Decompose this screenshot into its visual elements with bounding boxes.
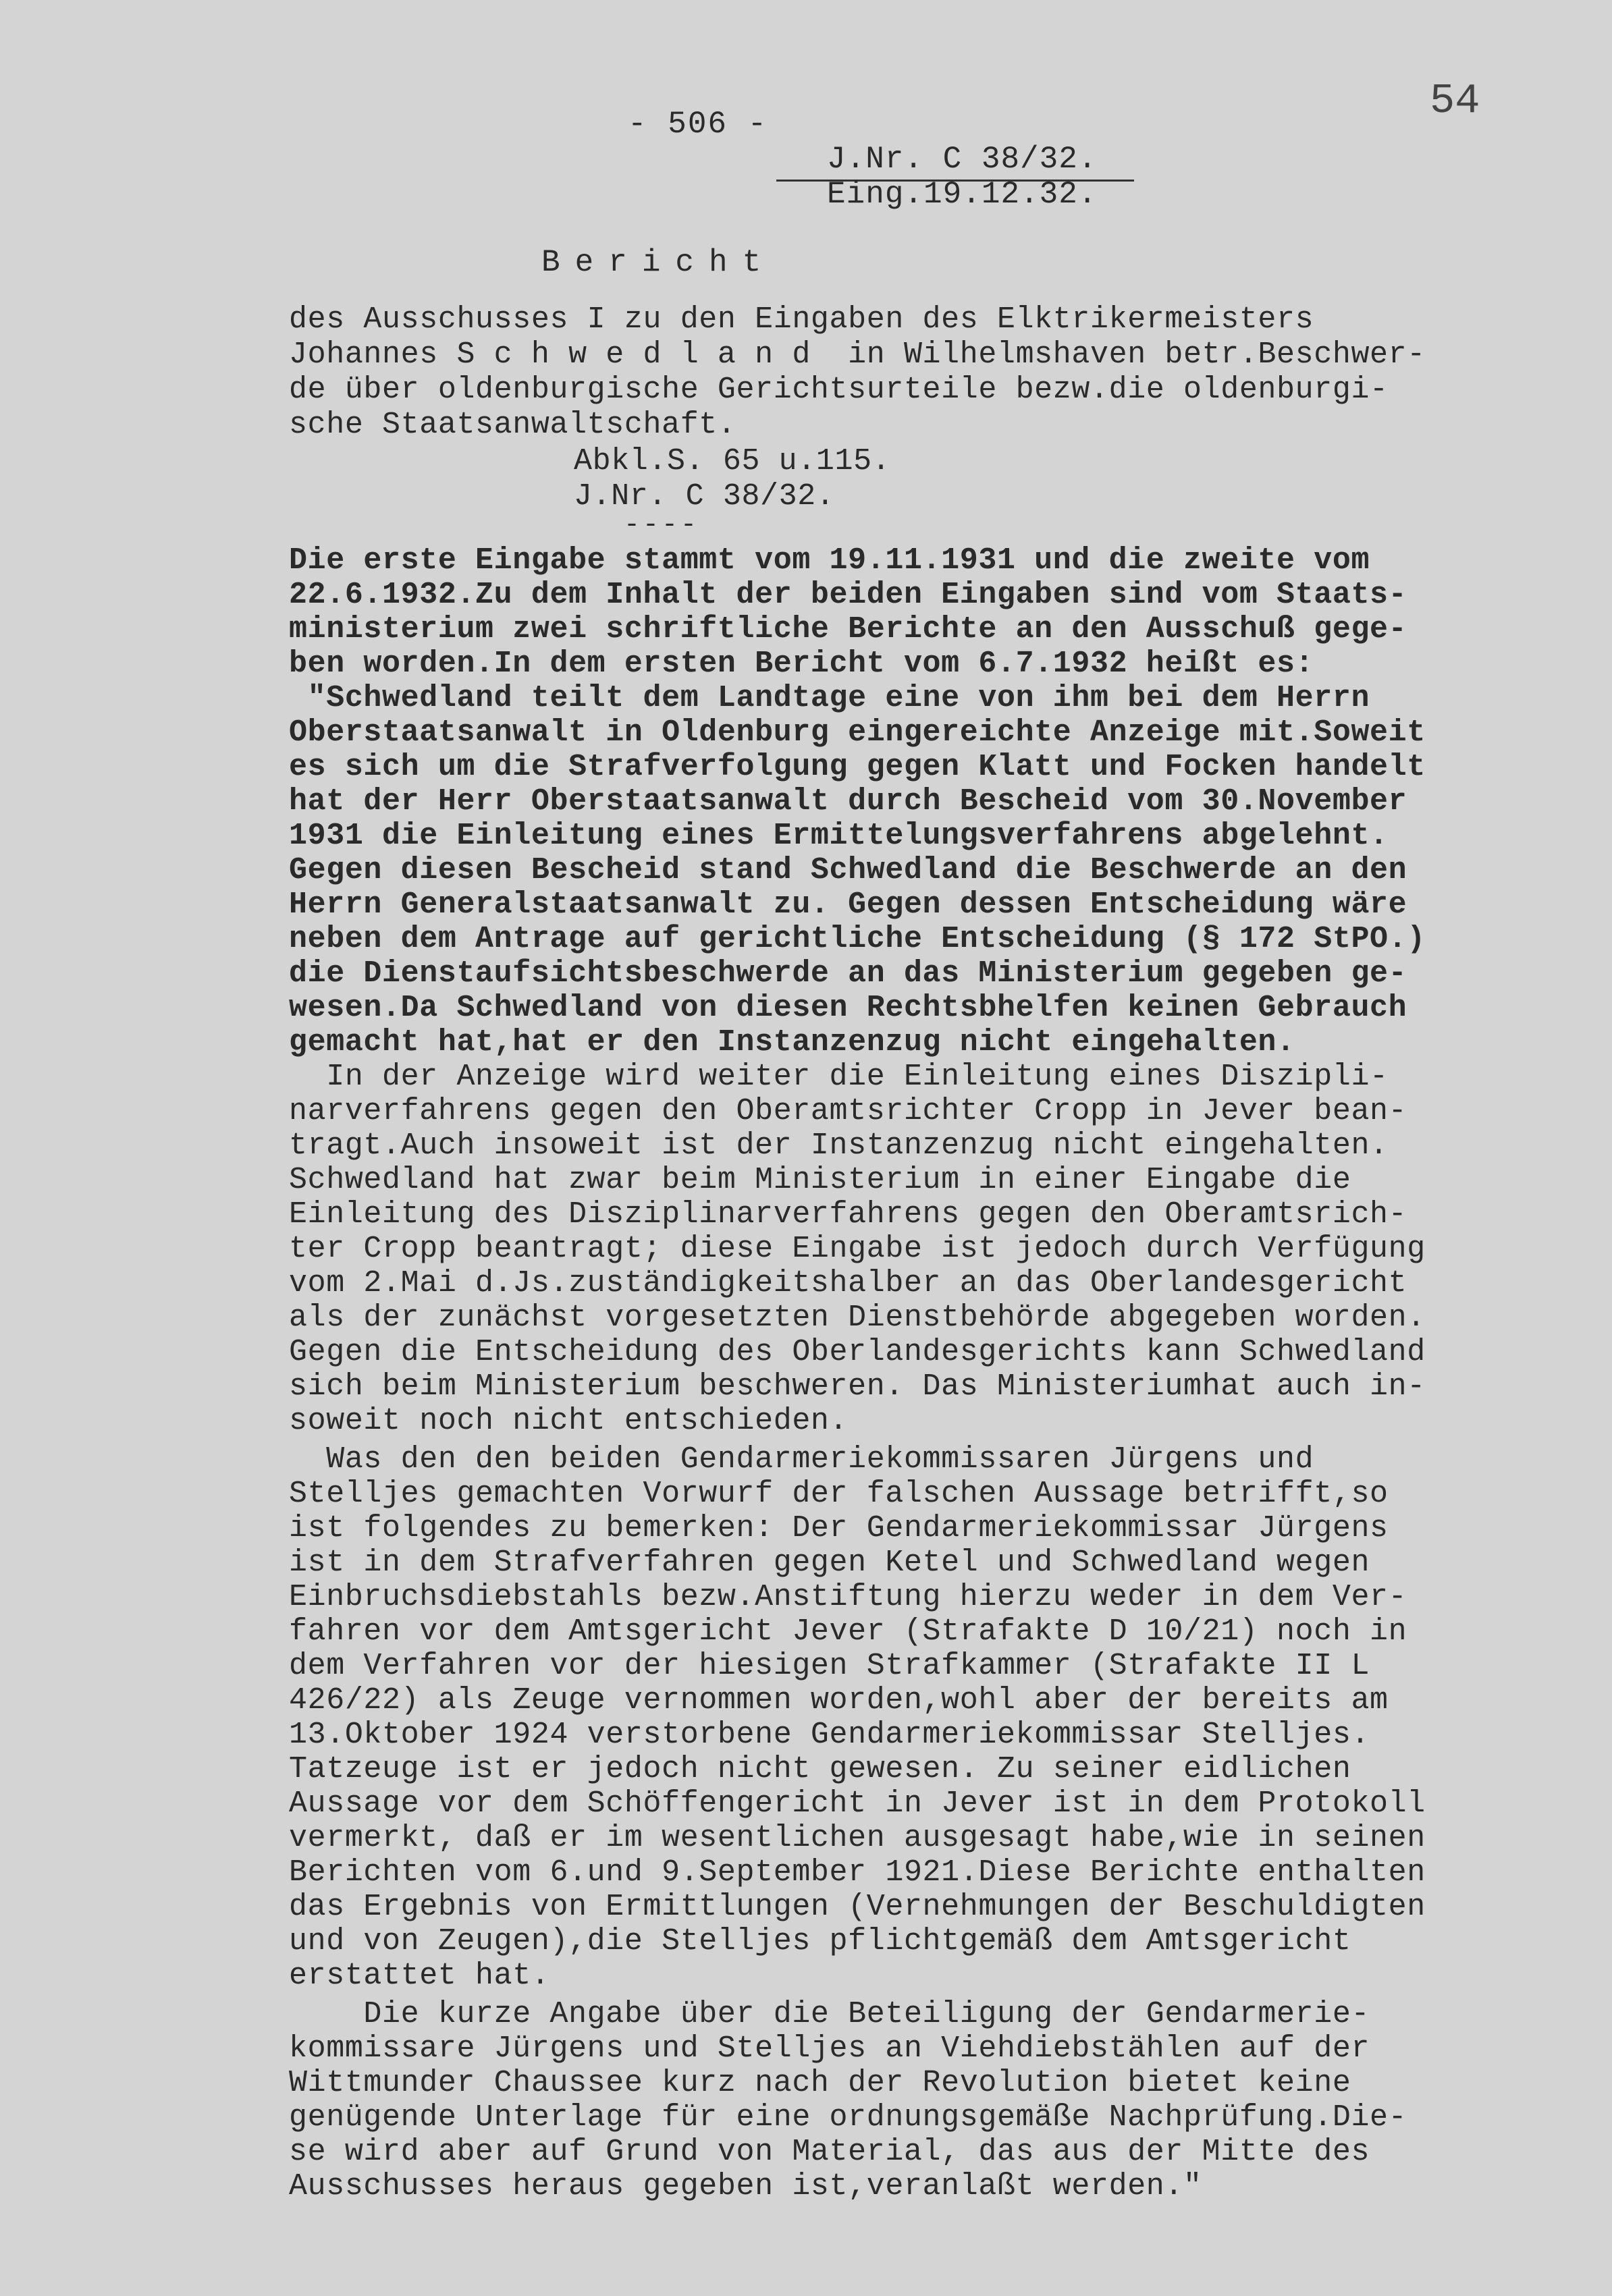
paragraph-line: ter Cropp beantragt; diese Eingabe ist jedoch durch Verfügung <box>289 1232 1426 1266</box>
paragraph-line: Ausschusses heraus gegeben ist,veranlaßt werden." <box>289 2169 1202 2204</box>
paragraph-line: narverfahrens gegen den Oberamtsrichter Cropp in Jever bean- <box>289 1094 1407 1128</box>
paragraph-line: Oberstaatsanwalt in Oldenburg eingereichte Anzeige mit.Soweit <box>289 715 1426 750</box>
intro-line: des Ausschusses I zu den Eingaben des Elktrikermeisters <box>289 302 1314 337</box>
journal-number: J.Nr. C 38/32. <box>827 142 1098 177</box>
document-title: Bericht <box>541 245 776 280</box>
intro-line: sche Staatsanwaltschaft. <box>289 408 736 442</box>
paragraph-line: ist in dem Strafverfahren gegen Ketel und Schwedland wegen <box>289 1546 1370 1580</box>
paragraph-line: 13.Oktober 1924 verstorbene Gendarmeriekommissar Stelljes. <box>289 1718 1370 1752</box>
paragraph-line: Schwedland hat zwar beim Ministerium in einer Eingabe die <box>289 1163 1351 1197</box>
paragraph-line: das Ergebnis von Ermittlungen (Vernehmungen der Beschuldigten <box>289 1890 1426 1924</box>
paragraph-line: "Schwedland teilt dem Landtage eine von ihm bei dem Herrn <box>289 681 1370 715</box>
received-date: Eing.19.12.32. <box>827 177 1098 212</box>
paragraph-line: gemacht hat,hat er den Instanzenzug nicht eingehalten. <box>289 1025 1295 1060</box>
paragraph-line: Tatzeuge ist er jedoch nicht gewesen. Zu seiner eidlichen <box>289 1752 1351 1786</box>
paragraph-line: Einleitung des Disziplinarverfahrens gegen den Oberamtsrich- <box>289 1197 1407 1232</box>
intro-line: Johannes S c h w e d l a n d in Wilhelmshaven betr.Beschwer- <box>289 337 1426 372</box>
paragraph-line: Einbruchsdiebstahls bezw.Anstiftung hierzu weder in dem Ver- <box>289 1580 1407 1614</box>
paragraph-line: und von Zeugen),die Stelljes pflichtgemäß dem Amtsgericht <box>289 1924 1351 1959</box>
paragraph-line: genügende Unterlage für eine ordnungsgemäße Nachprüfung.Die- <box>289 2100 1407 2135</box>
paragraph-line: In der Anzeige wird weiter die Einleitung eines Diszipli- <box>289 1060 1389 1094</box>
paragraph-line: sich beim Ministerium beschweren. Das Ministeriumhat auch in- <box>289 1369 1426 1404</box>
paragraph-line: se wird aber auf Grund von Material, das aus der Mitte des <box>289 2135 1370 2169</box>
paragraph-line: ben worden.In dem ersten Bericht vom 6.7.1932 heißt es: <box>289 647 1314 681</box>
paragraph-line: Stelljes gemachten Vorwurf der falschen Aussage betrifft,so <box>289 1477 1389 1511</box>
paragraph-line: Die erste Eingabe stammt vom 19.11.1931 und die zweite vom <box>289 543 1370 578</box>
paragraph-line: ist folgendes zu bemerken: Der Gendarmeriekommissar Jürgens <box>289 1511 1389 1546</box>
separator: ---- <box>624 510 700 541</box>
paragraph-line: als der zunächst vorgesetzten Dienstbehörde abgegeben worden. <box>289 1301 1426 1335</box>
paragraph-line: erstattet hat. <box>289 1959 550 1993</box>
paragraph-line: Herrn Generalstaatsanwalt zu. Gegen dessen Entscheidung wäre <box>289 887 1407 922</box>
paragraph-line: wesen.Da Schwedland von diesen Rechtsbhelfen keinen Gebrauch <box>289 991 1407 1025</box>
paragraph-line: Berichten vom 6.und 9.September 1921.Diese Berichte enthalten <box>289 1855 1426 1890</box>
paragraph-line: soweit noch nicht entschieden. <box>289 1404 849 1438</box>
reference-line: J.Nr. C 38/32. <box>574 479 835 514</box>
page-number: - 506 - <box>628 107 768 142</box>
paragraph-line: Gegen die Entscheidung des Oberlandesgerichts kann Schwedland <box>289 1335 1426 1369</box>
paragraph-line: neben dem Antrage auf gerichtliche Entscheidung (§ 172 StPO.) <box>289 922 1426 956</box>
paragraph-line: vermerkt, daß er im wesentlichen ausgesagt habe,wie in seinen <box>289 1821 1426 1855</box>
intro-line: de über oldenburgische Gerichtsurteile bezw.die oldenburgi- <box>289 373 1389 407</box>
paragraph-line: die Dienstaufsichtsbeschwerde an das Ministerium gegeben ge- <box>289 956 1407 991</box>
paragraph-line: dem Verfahren vor der hiesigen Strafkammer (Strafakte II L <box>289 1649 1370 1683</box>
reference-line: Abkl.S. 65 u.115. <box>574 444 891 479</box>
paragraph-line: ministerium zwei schriftliche Berichte an den Ausschuß gege- <box>289 612 1407 647</box>
paragraph-line: vom 2.Mai d.Js.zuständigkeitshalber an das Oberlandesgericht <box>289 1266 1407 1301</box>
paragraph-line: Die kurze Angabe über die Beteiligung der Gendarmerie- <box>289 1997 1370 2031</box>
paragraph-line: es sich um die Strafverfolgung gegen Klatt und Focken handelt <box>289 750 1426 784</box>
paragraph-line: Was den den beiden Gendarmeriekommissaren Jürgens und <box>289 1442 1314 1477</box>
paragraph-line: tragt.Auch insoweit ist der Instanzenzug nicht eingehalten. <box>289 1128 1389 1163</box>
paragraph-line: 426/22) als Zeuge vernommen worden,wohl aber der bereits am <box>289 1683 1389 1718</box>
paragraph-line: hat der Herr Oberstaatsanwalt durch Bescheid vom 30.November <box>289 784 1407 819</box>
archive-number: 54 <box>1430 77 1480 125</box>
paragraph-line: Aussage vor dem Schöffengericht in Jever ist in dem Protokoll <box>289 1786 1426 1821</box>
paragraph-line: fahren vor dem Amtsgericht Jever (Strafakte D 10/21) noch in <box>289 1614 1407 1649</box>
paragraph-line: 22.6.1932.Zu dem Inhalt der beiden Eingaben sind vom Staats- <box>289 578 1407 612</box>
paragraph-line: Gegen diesen Bescheid stand Schwedland die Beschwerde an den <box>289 853 1407 887</box>
paragraph-line: 1931 die Einleitung eines Ermittelungsverfahrens abgelehnt. <box>289 819 1389 853</box>
paragraph-line: kommissare Jürgens und Stelljes an Viehdiebstählen auf der <box>289 2031 1370 2066</box>
paragraph-line: Wittmunder Chaussee kurz nach der Revolution bietet keine <box>289 2066 1351 2100</box>
